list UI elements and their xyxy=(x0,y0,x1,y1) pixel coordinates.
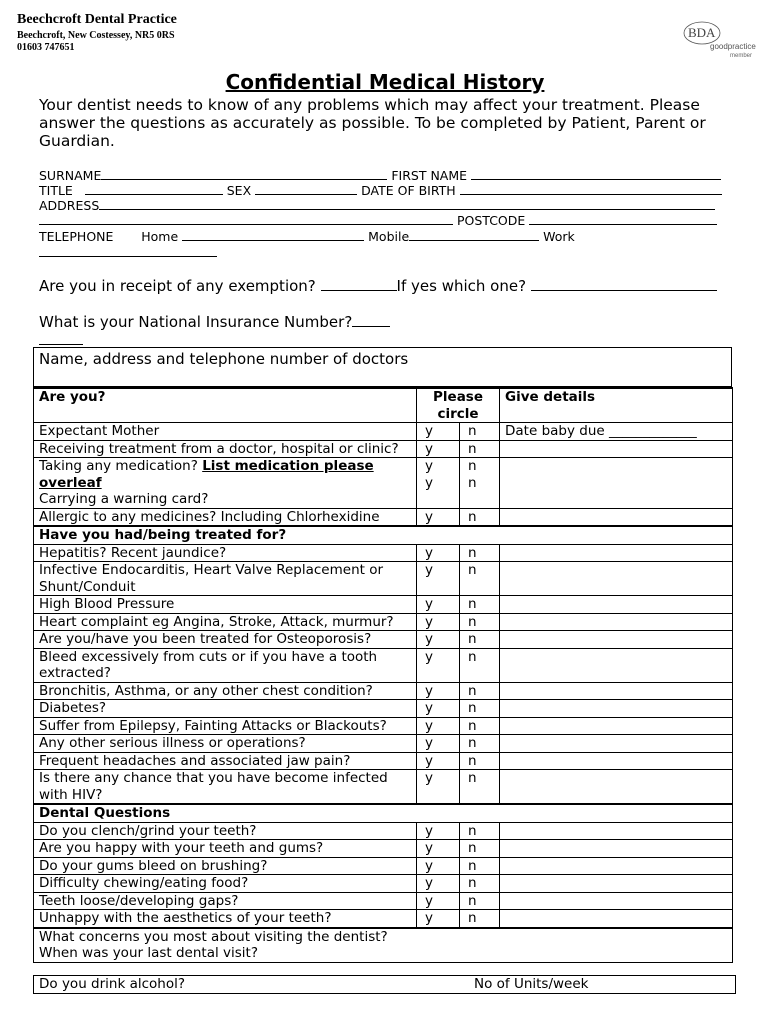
yes-option[interactable] xyxy=(417,875,460,893)
medical-history-table xyxy=(33,387,733,963)
details-cell[interactable] xyxy=(500,648,733,682)
no-option[interactable] xyxy=(460,596,500,614)
question-cell xyxy=(34,857,417,875)
yes-text: y xyxy=(425,423,433,439)
details-cell[interactable] xyxy=(500,857,733,875)
yes-text: y xyxy=(425,892,433,909)
section-heading: Dental Questions xyxy=(34,804,733,822)
no-option[interactable] xyxy=(460,857,500,875)
no-text: n xyxy=(468,631,477,647)
section-row xyxy=(34,804,733,822)
details-cell[interactable] xyxy=(500,631,733,649)
no-text: n xyxy=(468,440,477,457)
sex-field[interactable] xyxy=(255,181,357,195)
question-text: Expectant Mother xyxy=(39,423,160,439)
alcohol-row xyxy=(33,975,736,994)
details-cell[interactable] xyxy=(500,875,733,893)
table-row xyxy=(34,840,733,858)
col-details-header: Give details xyxy=(500,388,733,423)
yes-text: y xyxy=(425,700,433,716)
question-cell xyxy=(34,440,417,458)
no-option[interactable] xyxy=(460,423,500,441)
last-visit-text: When was your last dental visit? xyxy=(39,945,259,961)
table-row xyxy=(34,892,733,910)
question-cell xyxy=(34,822,417,840)
no-option[interactable] xyxy=(460,544,500,562)
no-text: n xyxy=(468,910,477,926)
table-row xyxy=(34,682,733,700)
question-cell xyxy=(34,840,417,858)
yes-text: y xyxy=(425,717,433,734)
details-cell[interactable] xyxy=(500,717,733,735)
yes-option[interactable] xyxy=(417,423,460,441)
yes-option[interactable] xyxy=(417,544,460,562)
yes-option[interactable] xyxy=(417,840,460,858)
no-option[interactable] xyxy=(460,440,500,458)
details-cell[interactable] xyxy=(500,682,733,700)
exemption-which-field[interactable] xyxy=(531,276,717,291)
yes-text: y xyxy=(425,596,433,612)
home-phone-field[interactable] xyxy=(182,227,364,241)
question-text: Teeth loose/developing gaps? xyxy=(39,892,239,909)
table-row xyxy=(34,562,733,596)
question-text: Are you happy with your teeth and gums? xyxy=(39,840,324,856)
no-option[interactable] xyxy=(460,631,500,649)
yes-text: y xyxy=(425,840,433,856)
no-text: n xyxy=(468,700,477,716)
details-cell[interactable] xyxy=(500,423,733,441)
yes-option[interactable] xyxy=(417,910,460,928)
yes-text: y xyxy=(425,735,433,751)
question-cell xyxy=(34,613,417,631)
practice-address: Beechcroft, New Costessey, NR5 0RS xyxy=(17,30,175,41)
logo-text: BDA xyxy=(688,25,716,40)
postcode-row xyxy=(39,211,717,228)
address-field-2[interactable] xyxy=(39,211,453,225)
address-label: ADDRESS xyxy=(39,198,100,213)
question-cell xyxy=(34,892,417,910)
no-text: n xyxy=(468,875,477,891)
question-text: Do your gums bleed on brushing? xyxy=(39,857,268,874)
concerns-text: What concerns you most about visiting the dentist? xyxy=(39,928,388,945)
postcode-field[interactable] xyxy=(529,211,717,225)
table-row xyxy=(34,910,733,928)
question-text: Do you clench/grind your teeth? xyxy=(39,822,257,839)
surname-label: SURNAME xyxy=(39,168,102,183)
no-text: n xyxy=(468,770,477,786)
table-row xyxy=(34,875,733,893)
no-option[interactable] xyxy=(460,717,500,735)
details-cell[interactable] xyxy=(500,892,733,910)
work-label: Work xyxy=(543,229,575,244)
yes-option[interactable] xyxy=(417,648,460,682)
question-text: Allergic to any medicines? Including Chlorhexidine xyxy=(39,508,380,525)
alcohol-units: No of Units/week xyxy=(474,976,589,992)
table-row xyxy=(34,544,733,562)
col-question-header: Are you? xyxy=(34,388,417,423)
table-row xyxy=(34,440,733,458)
no-text: n xyxy=(468,857,477,874)
question-cell xyxy=(34,631,417,649)
question-text: Unhappy with the aesthetics of your teeth? xyxy=(39,910,332,926)
work-phone-field[interactable] xyxy=(39,243,217,257)
surname-field[interactable] xyxy=(101,166,387,180)
no-option[interactable] xyxy=(460,682,500,700)
no-text: n xyxy=(468,474,477,491)
no-text: n xyxy=(468,648,477,665)
exemption-row xyxy=(39,276,717,295)
question-text: Hepatitis? Recent jaundice? xyxy=(39,544,227,561)
ni-row xyxy=(39,312,390,331)
no-option[interactable] xyxy=(460,562,500,596)
details-cell[interactable] xyxy=(500,752,733,770)
yes-text: y xyxy=(425,682,433,699)
question-text: Receiving treatment from a doctor, hospital or clinic? xyxy=(39,440,399,457)
telephone-label: TELEPHONE xyxy=(39,229,114,244)
yes-text: y xyxy=(425,752,433,769)
no-option[interactable] xyxy=(460,752,500,770)
question-cell xyxy=(34,910,417,928)
no-text: n xyxy=(468,682,477,699)
section-heading: Have you had/being treated for? xyxy=(34,526,733,544)
no-option[interactable] xyxy=(460,910,500,928)
question-cell xyxy=(34,717,417,735)
no-option[interactable] xyxy=(460,700,500,718)
details-cell[interactable] xyxy=(500,613,733,631)
exemption-follow: If yes which one? xyxy=(396,277,527,295)
question-cell xyxy=(34,562,417,596)
question-cell xyxy=(34,770,417,805)
mobile-phone-field[interactable] xyxy=(409,227,539,241)
question-cell xyxy=(34,735,417,753)
details-cell[interactable] xyxy=(500,508,733,526)
yes-text: y xyxy=(425,648,433,665)
yes-option[interactable] xyxy=(417,562,460,596)
yes-option[interactable] xyxy=(417,682,460,700)
mobile-label: Mobile xyxy=(368,229,410,244)
yes-text: y xyxy=(425,458,433,474)
no-text: n xyxy=(468,717,477,734)
page-title: Confidential Medical History xyxy=(225,70,545,94)
question-text: Difficulty chewing/eating food? xyxy=(39,875,249,891)
no-text: n xyxy=(468,735,477,751)
question-text: Is there any chance that you have become infected with HIV? xyxy=(39,770,388,803)
yes-option[interactable] xyxy=(417,752,460,770)
question-text: Suffer from Epilepsy, Fainting Attacks or Blackouts? xyxy=(39,717,387,734)
yes-option[interactable] xyxy=(417,822,460,840)
doctors-label: Name, address and telephone number of doctors xyxy=(39,350,409,368)
medication-note: List medication please overleaf xyxy=(39,458,374,491)
col-circle-header: Please circle xyxy=(417,388,500,423)
no-option[interactable] xyxy=(460,648,500,682)
postcode-label: POSTCODE xyxy=(456,213,526,228)
no-option[interactable] xyxy=(460,840,500,858)
table-row xyxy=(34,717,733,735)
alcohol-question: Do you drink alcohol? xyxy=(39,976,186,992)
no-text: n xyxy=(468,613,477,630)
first-name-field[interactable] xyxy=(471,166,721,180)
question-cell xyxy=(34,423,417,441)
yes-option[interactable] xyxy=(417,440,460,458)
table-row xyxy=(34,458,733,509)
table-row xyxy=(34,735,733,753)
table-row xyxy=(34,648,733,682)
warning-card-text: Carrying a warning card? xyxy=(39,491,209,507)
question-text: Taking any medication? xyxy=(39,458,198,474)
yes-option[interactable] xyxy=(417,770,460,805)
yes-option[interactable] xyxy=(417,700,460,718)
concerns-row xyxy=(34,928,733,963)
intro-text: Your dentist needs to know of any problems which may affect your treatment. Please answer the questions as accurately as possible. To be completed by Patient, Parent or Guardian. xyxy=(39,96,706,150)
yes-text: y xyxy=(425,562,433,578)
table-row xyxy=(34,822,733,840)
no-option[interactable] xyxy=(460,458,500,509)
question-cell xyxy=(34,596,417,614)
address-field[interactable] xyxy=(99,196,715,210)
details-cell[interactable] xyxy=(500,596,733,614)
question-cell xyxy=(34,752,417,770)
logo-sub2: member xyxy=(730,53,753,59)
question-cell xyxy=(34,875,417,893)
no-text: n xyxy=(468,544,477,561)
no-option[interactable] xyxy=(460,735,500,753)
details-cell[interactable] xyxy=(500,910,733,928)
exemption-field[interactable] xyxy=(321,276,397,291)
sex-label: SEX xyxy=(226,183,252,198)
yes-text: y xyxy=(425,544,433,561)
home-label: Home xyxy=(141,229,179,244)
question-text: Any other serious illness or operations? xyxy=(39,735,306,751)
no-text: n xyxy=(468,840,477,856)
details-cell[interactable] xyxy=(500,700,733,718)
yes-text: y xyxy=(425,440,433,457)
question-text: High Blood Pressure xyxy=(39,596,175,612)
yes-option[interactable] xyxy=(417,717,460,735)
table-row xyxy=(34,752,733,770)
no-option[interactable] xyxy=(460,822,500,840)
details-cell[interactable] xyxy=(500,735,733,753)
yes-text: y xyxy=(425,613,433,630)
dob-field[interactable] xyxy=(460,181,722,195)
concerns-cell[interactable] xyxy=(34,928,733,963)
yes-option[interactable] xyxy=(417,596,460,614)
question-cell xyxy=(34,458,417,509)
ni-field-cont[interactable] xyxy=(39,344,83,345)
logo-sub1: goodpractice xyxy=(710,42,756,51)
table-row xyxy=(34,770,733,805)
detail-text: Date baby due _____________ xyxy=(505,423,697,439)
yes-text: y xyxy=(425,910,433,926)
details-cell[interactable] xyxy=(500,770,733,805)
yes-text: y xyxy=(425,631,433,647)
no-text: n xyxy=(468,822,477,839)
question-cell xyxy=(34,648,417,682)
practice-phone: 01603 747651 xyxy=(17,42,75,53)
no-text: n xyxy=(468,596,477,612)
telephone-row xyxy=(39,227,575,244)
question-text: Bronchitis, Asthma, or any other chest condition? xyxy=(39,682,373,699)
details-cell[interactable] xyxy=(500,562,733,596)
table-row xyxy=(34,700,733,718)
details-cell[interactable] xyxy=(500,458,733,509)
yes-option[interactable] xyxy=(417,892,460,910)
yes-text: y xyxy=(425,508,433,525)
question-text: Diabetes? xyxy=(39,700,107,716)
yes-text: y xyxy=(425,857,433,874)
details-cell[interactable] xyxy=(500,822,733,840)
table-row xyxy=(34,596,733,614)
yes-text: y xyxy=(425,770,433,786)
yes-text: y xyxy=(425,822,433,839)
table-row xyxy=(34,631,733,649)
question-cell xyxy=(34,682,417,700)
yes-option[interactable] xyxy=(417,857,460,875)
no-text: n xyxy=(468,752,477,769)
question-text: Bleed excessively from cuts or if you have a tooth extracted? xyxy=(39,648,378,681)
question-cell xyxy=(34,508,417,526)
yes-option[interactable] xyxy=(417,631,460,649)
no-option[interactable] xyxy=(460,508,500,526)
question-text: Are you/have you been treated for Osteoporosis? xyxy=(39,631,372,647)
details-cell[interactable] xyxy=(500,544,733,562)
table-row xyxy=(34,423,733,441)
no-option[interactable] xyxy=(460,875,500,893)
question-text: Heart complaint eg Angina, Stroke, Attack, murmur? xyxy=(39,613,394,630)
details-cell[interactable] xyxy=(500,840,733,858)
no-text: n xyxy=(468,458,477,474)
yes-text: y xyxy=(425,875,433,891)
yes-option[interactable] xyxy=(417,735,460,753)
yes-option[interactable] xyxy=(417,613,460,631)
table-header-row xyxy=(34,388,733,423)
question-cell xyxy=(34,700,417,718)
ni-field[interactable] xyxy=(352,312,390,327)
yes-option[interactable] xyxy=(417,508,460,526)
no-option[interactable] xyxy=(460,770,500,805)
question-text: Infective Endocarditis, Heart Valve Replacement or Shunt/Conduit xyxy=(39,562,384,595)
ni-question: What is your National Insurance Number? xyxy=(39,313,353,331)
no-text: n xyxy=(468,423,477,439)
table-row xyxy=(34,613,733,631)
bda-logo-icon xyxy=(680,20,760,60)
dob-label: DATE OF BIRTH xyxy=(361,183,456,198)
title-field[interactable] xyxy=(85,181,223,195)
table-row xyxy=(34,508,733,526)
title-label: TITLE xyxy=(39,183,73,198)
practice-name: Beechcroft Dental Practice xyxy=(17,12,177,27)
exemption-question: Are you in receipt of any exemption? xyxy=(39,277,316,295)
first-name-label: FIRST NAME xyxy=(391,168,468,183)
no-text: n xyxy=(468,562,477,578)
yes-text: y xyxy=(425,474,433,491)
yes-option[interactable] xyxy=(417,458,460,509)
work-phone-row xyxy=(39,243,217,260)
no-option[interactable] xyxy=(460,892,500,910)
question-text: Frequent headaches and associated jaw pain? xyxy=(39,752,351,769)
table-row xyxy=(34,857,733,875)
no-text: n xyxy=(468,892,477,909)
no-text: n xyxy=(468,508,477,525)
section-row xyxy=(34,526,733,544)
no-option[interactable] xyxy=(460,613,500,631)
details-cell[interactable] xyxy=(500,440,733,458)
question-cell xyxy=(34,544,417,562)
